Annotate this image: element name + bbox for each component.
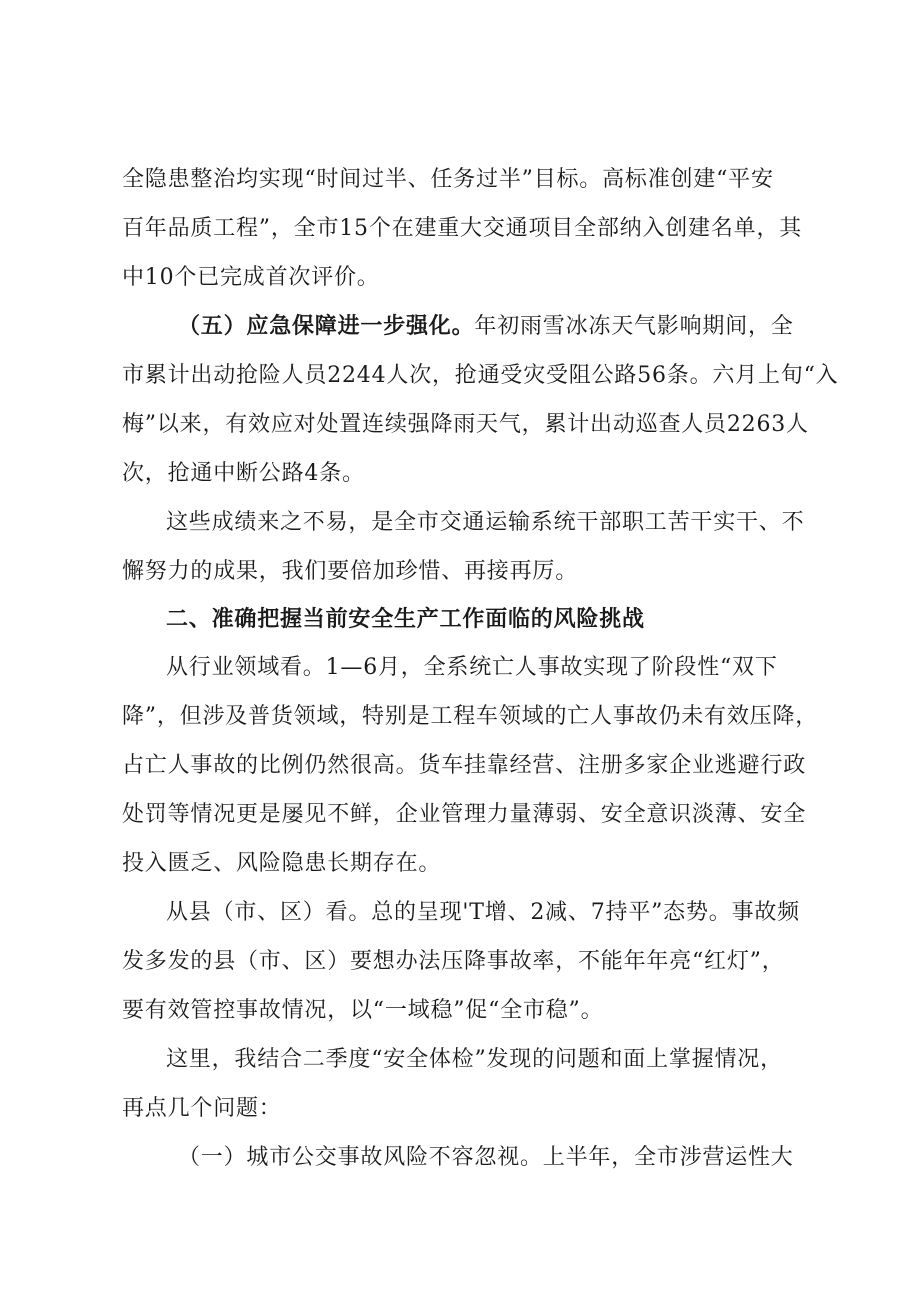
text-line: 投入匮乏、风险隐患长期存在。 — [122, 851, 442, 876]
text-line: 从县（市、区）看。总的呈现'T增、2减、7持平”态势。事故频 — [166, 900, 800, 925]
text-line: 市累计出动抢险人员2244人次，抢通受灾受阻公路56条。六月上旬“入 — [122, 363, 839, 388]
text-line: 这些成绩来之不易，是全市交通运输系统干部职工苦干实干、不 — [166, 510, 805, 535]
text-line: 梅”以来，有效应对处置连续强降雨天气，累计出动巡查人员2263人 — [122, 412, 809, 437]
text-line: 懈努力的成果，我们要倍加珍惜、再接再厉。 — [122, 559, 579, 584]
text-line: 从行业领域看。1—6月，全系统亡人事故实现了阶段性“双下 — [166, 655, 778, 680]
text-line — [178, 312, 794, 342]
text-line: 这里，我结合二季度“安全体检”发现的问题和面上掌握情况， — [166, 1047, 783, 1072]
text-line: 全隐患整治均实现“时间过半、任务过半”目标。高标准创建“平安 — [122, 167, 774, 192]
text-line: 发多发的县（市、区）要想办法压降事故率，不能年年亮“红灯”， — [122, 949, 785, 974]
text-line: 处罚等情况更是屡见不鲜，企业管理力量薄弱、安全意识淡薄、安全 — [122, 802, 807, 827]
text-line: 中10个已完成首次评价。 — [122, 265, 380, 290]
section-heading: 二、准确把握当前安全生产工作面临的风险挑战 — [166, 607, 645, 632]
text-line: 再点几个问题： — [122, 1096, 282, 1121]
text-line: 降”，但涉及普货领域，特别是工程车领域的亡人事故仍未有效压降， — [122, 704, 819, 729]
text-line: （一）城市公交事故风险不容忽视。上半年，全市涉营运性大 — [178, 1145, 794, 1170]
text-line: 百年品质工程”，全市15个在建重大交通项目全部纳入创建名单，其 — [122, 216, 803, 241]
text-line: 要有效管控事故情况，以“一域稳”促“全市稳”。 — [122, 998, 604, 1023]
text-line: 占亡人事故的比例仍然很高。货车挂靠经营、注册多家企业逃避行政 — [122, 753, 807, 778]
section-lead: （五）应急保障进一步强化。 — [178, 314, 475, 339]
text-line: 次，抢通中断公路4条。 — [122, 461, 365, 486]
text-line-rest: 年初雨雪冰冻天气影响期间，全 — [474, 314, 794, 339]
